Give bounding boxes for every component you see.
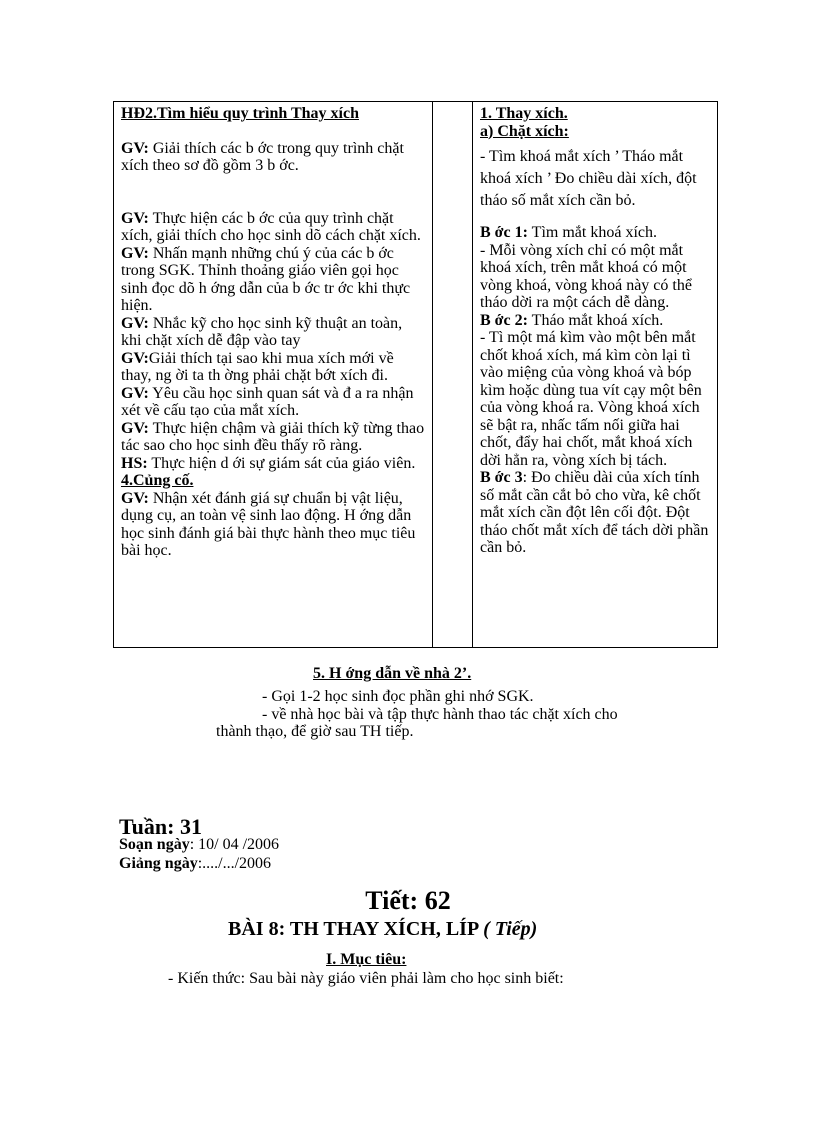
lesson-title: BÀI 8: TH THAY XÍCH, LÍP ( Tiếp) bbox=[228, 918, 538, 940]
consolidate-heading: 4.Củng cố. bbox=[121, 472, 194, 489]
step-1-detail: - Mỗi vòng xích chỉ có một mắt khoá xích, trên mắt khoá có một vòng khoá, vòng khoá này có thể tháo dời ra một cách dễ dàng. bbox=[480, 241, 692, 311]
activity-block: GV: Nhắc kỹ cho học sinh kỹ thuật an toàn, khi chặt xích dễ đập vào tay bbox=[121, 314, 403, 349]
content-column bbox=[473, 102, 717, 647]
activity-block: GV: Thực hiện chậm và giải thích kỹ từng thao tác sao cho học sinh đều thấy rõ ràng. bbox=[121, 419, 425, 454]
activity-block: GV: Nhấn mạnh những chú ý của các b ớc trong SGK. Thỉnh thoảng giáo viên gọi học sinh đọc dõ h ớng dẫn của b ớc tr ớc khi thực hiện. bbox=[121, 244, 411, 314]
objectives-title: I. Mục tiêu: bbox=[326, 951, 407, 968]
activity-heading: HĐ2.Tìm hiểu quy trình Thay xích bbox=[121, 105, 359, 122]
homework-line: - Gọi 1-2 học sinh đọc phần ghi nhớ SGK. bbox=[262, 688, 534, 705]
time-column bbox=[433, 102, 473, 647]
activity-block: GV: Giải thích các b ớc trong quy trình chặt xích theo sơ đồ gồm 3 b ớc. bbox=[121, 139, 404, 174]
step-3: B ớc 3: Đo chiều dài của xích tính số mắt cần cắt bỏ cho vừa, kê chốt mắt xích cần đột lên cối đột. Đột tháo chốt mắt xích để tách dời phần cần bỏ. bbox=[480, 469, 709, 556]
activity-block: GV:Giải thích tại sao khi mua xích mới về thay, ng ời ta th ờng phải chặt bớt xích đi. bbox=[121, 349, 394, 384]
step-1: B ớc 1: Tìm mắt khoá xích. bbox=[480, 224, 657, 241]
homework-line: - về nhà học bài và tập thực hành thao tác chặt xích cho bbox=[262, 706, 618, 723]
week-label: Tuần: 31 bbox=[119, 814, 202, 839]
period-title: Tiết: 62 bbox=[365, 886, 451, 915]
activity-block: HS: Thực hiện d ới sự giám sát của giáo viên. bbox=[121, 454, 416, 472]
content-intro: - Tìm khoá mắt xích ’ Tháo mắt khoá xích ’ Đo chiều dài xích, đột tháo số mắt xích cần bỏ. bbox=[480, 148, 697, 209]
prep-date: Soạn ngày: 10/ 04 /2006 bbox=[119, 836, 280, 853]
activity-block: GV: Yêu cầu học sinh quan sát và đ a ra nhận xét về cấu tạo của mắt xích. bbox=[121, 384, 414, 419]
homework-line: thành thạo, để giờ sau TH tiếp. bbox=[216, 723, 414, 740]
consolidate-block: GV: Nhận xét đánh giá sự chuẩn bị vật liệu, dụng cụ, an toàn vệ sinh lao động. H ớng dẫn học sinh đánh giá bài thực hành theo mục tiêu bài học. bbox=[121, 489, 416, 559]
content-heading: 1. Thay xích. bbox=[480, 105, 568, 122]
lesson-table bbox=[113, 101, 718, 648]
activity-block: GV: Thực hiện các b ớc của quy trình chặt xích, giải thích cho học sinh dõ cách chặt xích. bbox=[121, 209, 421, 244]
objectives-line: - Kiến thức: Sau bài này giáo viên phải làm cho học sinh biết: bbox=[168, 970, 564, 987]
teacher-activity-column bbox=[114, 102, 433, 647]
homework-title: 5. H ớng dẫn về nhà 2’. bbox=[313, 665, 472, 682]
teach-date: Giảng ngày:..../.../2006 bbox=[119, 855, 272, 872]
step-2: B ớc 2: Tháo mắt khoá xích. bbox=[480, 311, 664, 329]
step-2-detail: - Tì một má kìm vào một bên mắt chốt khoá xích, má kìm còn lại tì vào miệng của vòng khoá và bóp kìm hoặc dùng tua vít cạy một bên của vòng khoá ra. Vòng khoá xích sẽ bật ra, nhấc tấm nối giữa hai chốt, đẩy hai chốt, mắt khoá xích dời hẳn ra, vòng xích bị tách. bbox=[480, 329, 702, 469]
content-subheading: a) Chặt xích: bbox=[480, 122, 569, 140]
